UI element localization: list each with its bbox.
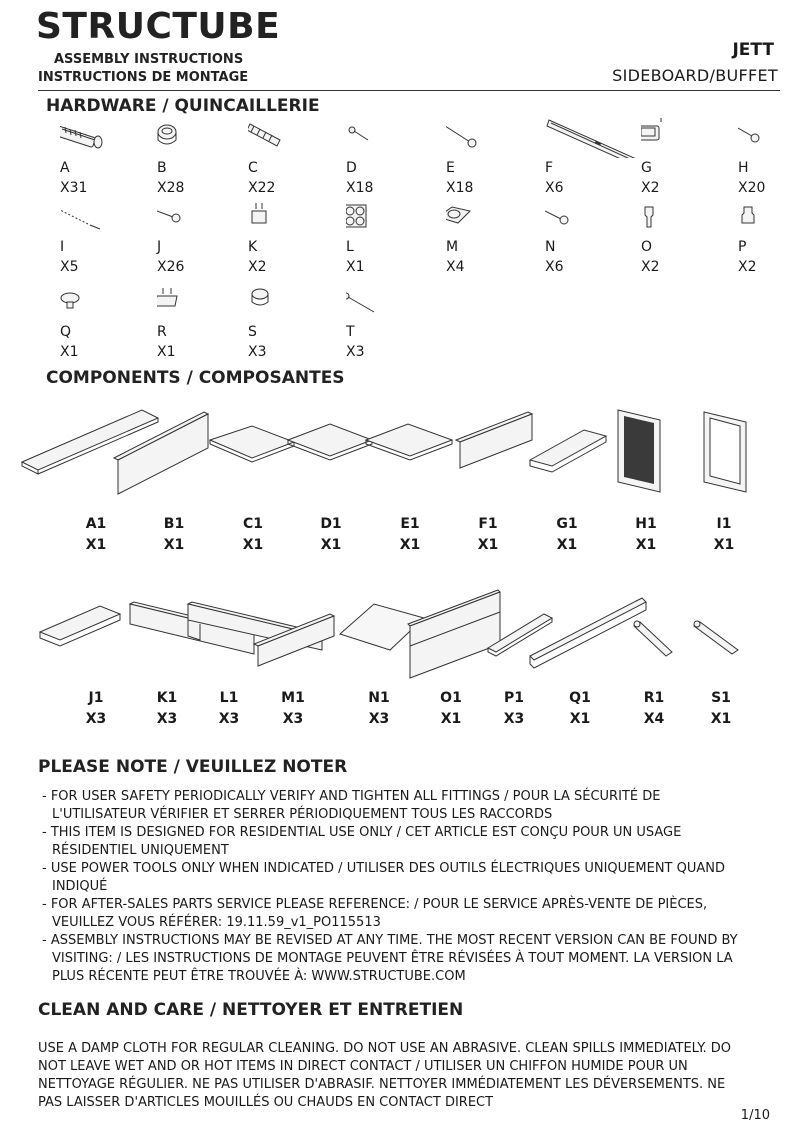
component-qty: X1 <box>713 537 735 553</box>
component-m1 <box>263 688 323 730</box>
hardware-letter: C <box>248 160 258 176</box>
hardware-qty: X3 <box>248 344 267 360</box>
hardware-qty: X20 <box>738 180 766 196</box>
hardware-letter: H <box>738 160 749 176</box>
hardware-qty: X2 <box>641 180 660 196</box>
hardware-item <box>641 197 731 317</box>
notes-title: PLEASE NOTE / VEUILLEZ NOTER <box>38 757 348 777</box>
component-label: D1 <box>320 516 342 532</box>
component-label: R1 <box>643 690 665 706</box>
note-item: - THIS ITEM IS DESIGNED FOR RESIDENTIAL USE ONLY / CET ARTICLE EST CONÇU POUR UN USAGE RÉSIDENTIEL UNIQUEMENT <box>42 825 682 858</box>
cam-fitting-icon <box>248 282 338 322</box>
component-qty: X1 <box>569 711 591 727</box>
component-qty: X3 <box>218 711 240 727</box>
note-item: - FOR AFTER-SALES PARTS SERVICE PLEASE REFERENCE: / POUR LE SERVICE APRÈS-VENTE DE PIÈCES, VEUILLEZ VOUS RÉFÉRER: 19.11.59_v1_PO115513 <box>42 897 708 930</box>
component-label: L1 <box>219 690 239 706</box>
component-c1 <box>223 514 283 556</box>
component-label: O1 <box>440 690 462 706</box>
leg-plate-icon <box>446 197 536 237</box>
panel-f1-drawing <box>456 412 532 468</box>
subtitle-en: ASSEMBLY INSTRUCTIONS <box>54 52 244 67</box>
component-qty: X3 <box>156 711 178 727</box>
component-qty: X3 <box>85 711 107 727</box>
component-qty: X1 <box>399 537 421 553</box>
hardware-qty: X4 <box>446 259 465 275</box>
screw-icon <box>157 197 247 237</box>
panel-j1-drawing <box>40 606 120 646</box>
hardware-letter: D <box>346 160 357 176</box>
panel-r1-drawing <box>634 621 672 656</box>
hardware-qty: X3 <box>346 344 365 360</box>
hardware-letter: L <box>346 239 354 255</box>
components-row1-drawings <box>0 400 808 500</box>
component-i1 <box>694 514 754 556</box>
panel-c1-drawing <box>210 426 294 462</box>
component-qty: X3 <box>503 711 525 727</box>
hardware-letter: B <box>157 160 167 176</box>
component-e1 <box>380 514 440 556</box>
component-a1 <box>66 514 126 556</box>
cam-bolt-icon <box>60 118 150 158</box>
component-qty: X1 <box>85 537 107 553</box>
component-qty: X4 <box>643 711 665 727</box>
short-screw-icon <box>346 118 436 158</box>
anti-tip-kit-icon <box>60 197 150 237</box>
shelf-pin-icon <box>641 197 731 237</box>
long-screw-icon <box>446 118 536 158</box>
component-label: G1 <box>556 516 578 532</box>
hardware-qty: X26 <box>157 259 185 275</box>
panel-h1-drawing <box>618 410 660 492</box>
panel-q1-drawing <box>530 598 646 668</box>
component-label: H1 <box>635 516 657 532</box>
hardware-title: HARDWARE / QUINCAILLERIE <box>46 96 320 116</box>
panel-g1-drawing <box>530 430 606 472</box>
component-j1 <box>66 688 126 730</box>
hardware-letter: T <box>346 324 355 340</box>
hardware-letter: A <box>60 160 70 176</box>
component-qty: X1 <box>710 711 732 727</box>
component-label: Q1 <box>569 690 591 706</box>
panel-s1-drawing <box>694 621 738 654</box>
hardware-item <box>446 197 536 317</box>
hardware-qty: X18 <box>346 180 374 196</box>
hardware-qty: X2 <box>738 259 757 275</box>
felt-pads-icon <box>346 197 436 237</box>
component-k1 <box>137 688 197 730</box>
component-label: E1 <box>400 516 420 532</box>
care-title: CLEAN AND CARE / NETTOYER ET ENTRETIEN <box>38 1000 464 1020</box>
component-p1 <box>484 688 544 730</box>
hardware-letter: P <box>738 239 747 255</box>
hardware-letter: M <box>446 239 459 255</box>
hardware-qty: X1 <box>157 344 176 360</box>
knob-icon <box>60 282 150 322</box>
hardware-qty: X6 <box>545 259 564 275</box>
product-name: JETT <box>732 40 774 60</box>
hardware-qty: X5 <box>60 259 79 275</box>
panel-o1-drawing <box>408 590 500 678</box>
component-label: F1 <box>478 516 498 532</box>
hardware-qty: X2 <box>248 259 267 275</box>
component-label: C1 <box>242 516 263 532</box>
subtitle-fr: INSTRUCTIONS DE MONTAGE <box>38 70 249 85</box>
component-n1 <box>349 688 409 730</box>
panel-e1-drawing <box>366 424 452 460</box>
component-qty: X1 <box>163 537 185 553</box>
component-o1 <box>421 688 481 730</box>
hardware-qty: X1 <box>60 344 79 360</box>
hardware-letter: S <box>248 324 257 340</box>
panel-i1-drawing <box>704 412 746 492</box>
hardware-letter: G <box>641 160 652 176</box>
component-s1 <box>691 688 751 730</box>
component-label: J1 <box>88 690 104 706</box>
component-label: A1 <box>85 516 107 532</box>
hardware-qty: X28 <box>157 180 185 196</box>
magnet-catch-icon <box>641 118 731 158</box>
component-qty: X1 <box>242 537 264 553</box>
component-r1 <box>624 688 684 730</box>
hardware-letter: J <box>157 239 162 255</box>
component-h1 <box>616 514 676 556</box>
component-qty: X1 <box>320 537 342 553</box>
hardware-letter: R <box>157 324 167 340</box>
component-g1 <box>537 514 597 556</box>
component-label: K1 <box>156 690 178 706</box>
hardware-letter: K <box>248 239 258 255</box>
hardware-letter: O <box>641 239 653 255</box>
hardware-item <box>346 282 436 402</box>
hardware-qty: X1 <box>346 259 365 275</box>
hardware-item <box>545 197 635 317</box>
care-text: USE A DAMP CLOTH FOR REGULAR CLEANING. DO NOT USE AN ABRASIVE. CLEAN SPILLS IMMEDIATELY. DO NOT LEAVE WET AND OR HOT ITEMS IN DIRECT CONTACT / UTILISER UN CHIFFON HUMIDE POUR UN NETTOYAGE RÉGULIER. NE PAS UTILISER D'ABRASIF. NETTOYER IMMÉDIATEMENT LES DÉVERSEMENTS. NE PAS LAISSER D'ARTICLES MOUILLÉS OU CHAUDS EN CONTACT DIRECT <box>38 1041 732 1110</box>
header-divider <box>38 90 780 91</box>
note-item: - FOR USER SAFETY PERIODICALLY VERIFY AND TIGHTEN ALL FITTINGS / POUR LA SÉCURITÉ DE L'UTILISATEUR VÉRIFIER ET SERRER PÉRIODIQUEMENT TOUS LES RACCORDS <box>42 789 661 822</box>
hardware-letter: F <box>545 160 554 176</box>
component-d1 <box>301 514 361 556</box>
note-item: - ASSEMBLY INSTRUCTIONS MAY BE REVISED AT ANY TIME. THE MOST RECENT VERSION CAN BE FOUND BY VISITING: / LES INSTRUCTIONS DE MONTAGE PEUVENT ÊTRE RÉVISÉES À TOUT MOMENT. LA VERSION LA PLUS RÉCENTE PEUT ÊTRE TROUVÉE À: WWW.STRUCTUBE.COM <box>42 933 738 984</box>
hardware-item <box>738 197 808 317</box>
components-row2-drawings <box>0 584 808 684</box>
hardware-letter: I <box>60 239 65 255</box>
component-qty: X3 <box>282 711 304 727</box>
small-screw-icon <box>738 118 808 158</box>
component-qty: X1 <box>635 537 657 553</box>
note-item: - USE POWER TOOLS ONLY WHEN INDICATED / UTILISER DES OUTILS ÉLECTRIQUES UNIQUEMENT QUAND INDIQUÉ <box>42 861 725 894</box>
bracket-screws-icon <box>248 197 338 237</box>
hardware-letter: Q <box>60 324 72 340</box>
component-label: S1 <box>711 690 731 706</box>
component-label: P1 <box>503 690 524 706</box>
component-f1 <box>458 514 518 556</box>
component-l1 <box>199 688 259 730</box>
component-qty: X1 <box>440 711 462 727</box>
component-b1 <box>144 514 204 556</box>
hardware-letter: E <box>446 160 455 176</box>
hardware-qty: X2 <box>641 259 660 275</box>
hardware-qty: X22 <box>248 180 276 196</box>
pin-support-icon <box>738 197 808 237</box>
component-qty: X1 <box>556 537 578 553</box>
drawer-slide-icon <box>545 118 635 158</box>
notes-list <box>38 788 758 986</box>
component-label: I1 <box>716 516 732 532</box>
hardware-qty: X18 <box>446 180 474 196</box>
cam-lock-icon <box>157 118 247 158</box>
component-label: N1 <box>368 690 390 706</box>
long-wood-screw-icon <box>346 282 436 322</box>
wood-dowel-icon <box>248 118 338 158</box>
component-label: B1 <box>163 516 185 532</box>
product-type: SIDEBOARD/BUFFET <box>612 66 778 85</box>
brand-logo: STRUCTUBE <box>36 6 281 47</box>
hardware-letter: N <box>545 239 556 255</box>
component-q1 <box>550 688 610 730</box>
hardware-qty: X6 <box>545 180 564 196</box>
page-number: 1/10 <box>740 1108 770 1123</box>
component-qty: X3 <box>368 711 390 727</box>
hardware-qty: X31 <box>60 180 88 196</box>
component-qty: X1 <box>477 537 499 553</box>
panel-d1-drawing <box>288 424 372 460</box>
components-title: COMPONENTS / COMPOSANTES <box>46 368 345 388</box>
clip-bracket-icon <box>157 282 247 322</box>
component-label: M1 <box>281 690 305 706</box>
machine-bolt-icon <box>545 197 635 237</box>
